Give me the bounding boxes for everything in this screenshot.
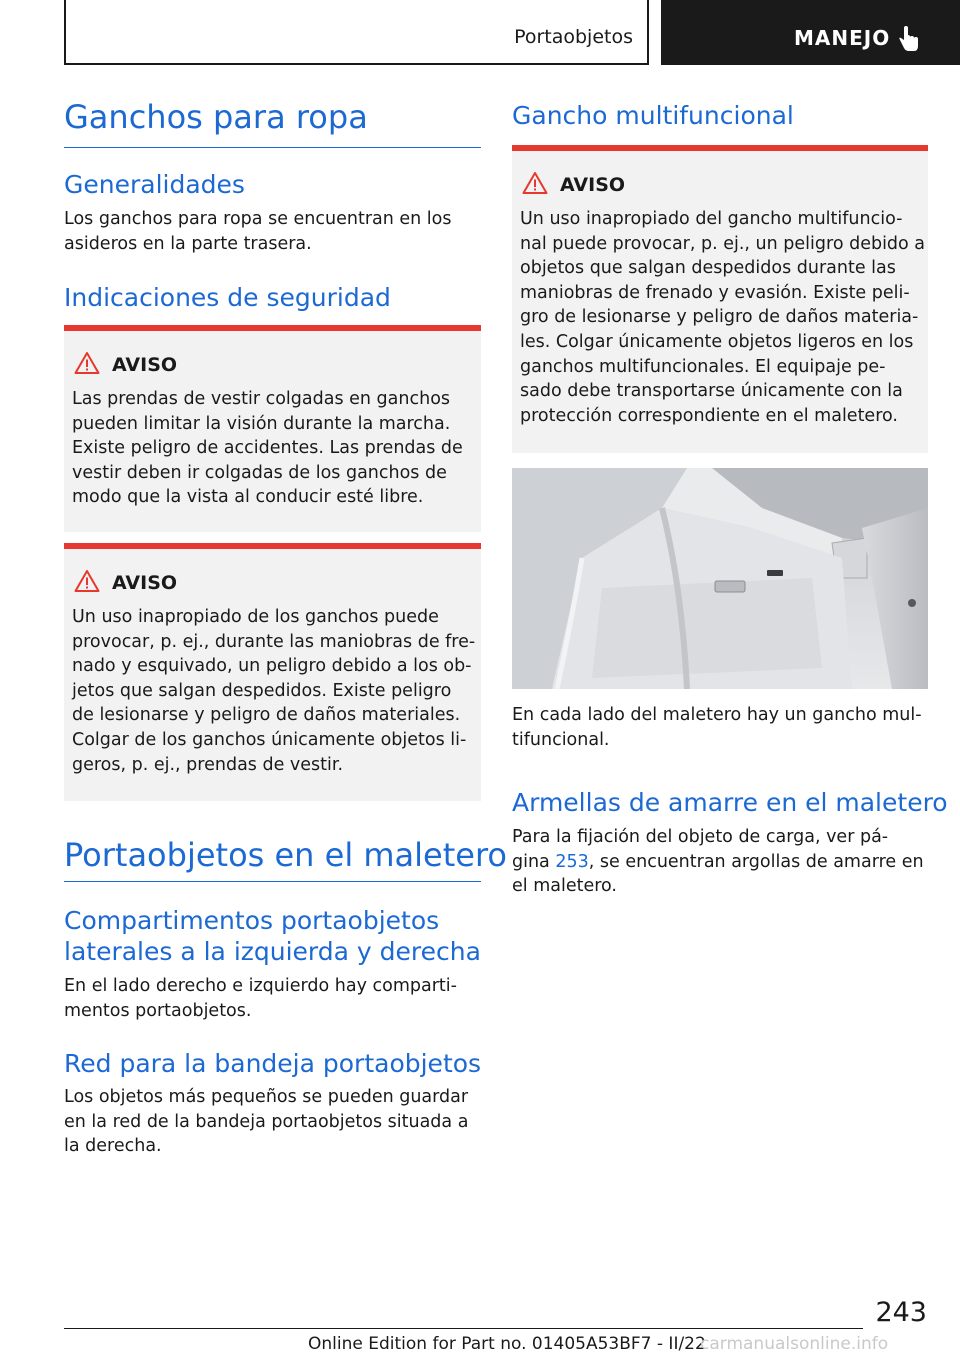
header-chapter-box <box>661 0 960 65</box>
page-reference-link[interactable]: 253 <box>555 851 589 872</box>
header-section-title: Portaobjetos <box>514 26 633 48</box>
warning-text: Un uso inapropiado de los ganchos puede provocar, p. ej., durante las maniobras de fre- nado y esquivado, un peligro debido a los ob- jetos que salgan despedidos. Existe peligro de lesionarse y peligro de daños materiales. Colgar de los ganchos únicamente objetos li- geros, p. ej., prendas de vestir. <box>72 607 476 775</box>
paragraph-side-compartments: En el lado derecho e izquierdo hay comparti- mentos portaobjetos. <box>64 976 457 1021</box>
warning-box-2 <box>64 543 481 801</box>
paragraph-net: Los objetos más pequeños se pueden guardar en la red de la bandeja portaobjetos situada a la derecha. <box>64 1087 469 1157</box>
warning-box-1 <box>64 325 481 532</box>
heading-clothes-hooks: Ganchos para ropa <box>64 98 368 136</box>
warning-triangle-icon <box>74 569 100 593</box>
footer-edition: Online Edition for Part no. 01405A53BF7 - II/22 <box>308 1334 706 1354</box>
header-chapter-title: MANEJO <box>794 26 891 50</box>
paragraph-general: Los ganchos para ropa se encuentran en los asideros en la parte trasera. <box>64 209 452 254</box>
heading-rule <box>64 147 481 148</box>
paragraph-multifunction: En cada lado del maletero hay un gancho mul- tifuncional. <box>512 705 922 750</box>
warning-box-3 <box>512 145 928 453</box>
warning-triangle-icon <box>74 351 100 375</box>
heading-general: Generalidades <box>64 170 245 199</box>
warning-text: Las prendas de vestir colgadas en ganchos pueden limitar la visión durante la marcha. Existe peligro de accidentes. Las prendas de vestir deben ir colgadas de los ganchos de modo que la vista al conducir esté libre. <box>72 389 463 508</box>
hand-pointer-icon <box>897 26 921 52</box>
heading-multifunction-hook: Gancho multifuncional <box>512 101 794 130</box>
warning-title: AVISO <box>560 174 626 196</box>
heading-side-compartments: Compartimentos portaobjetos laterales a la izquierda y derecha <box>64 906 481 966</box>
paragraph-lashing-eyes: Para la fijación del objeto de carga, ver pá- gina 253, se encuentran argollas de amarre en el maletero. <box>512 827 924 897</box>
heading-safety: Indicaciones de seguridad <box>64 283 391 312</box>
heading-net: Red para la bandeja portaobjetos <box>64 1049 482 1078</box>
warning-title: AVISO <box>112 354 178 376</box>
footer-rule <box>64 1328 863 1329</box>
warning-title: AVISO <box>112 572 178 594</box>
header-section-box <box>64 0 649 65</box>
heading-lashing-eyes: Armellas de amarre en el maletero <box>512 788 948 817</box>
footer-watermark: carmanualsonline.info <box>700 1334 889 1354</box>
trunk-multifunction-hook-photo <box>512 468 928 689</box>
page-number: 243 <box>875 1297 927 1328</box>
warning-text: Un uso inapropiado del gancho multifuncio- nal puede provocar, p. ej., un peligro debido a objetos que salgan despedidos durante las maniobras de frenado y evasión. Existe peli- gro de lesionarse y peligro de daños materia- les. Colgar únicamente objetos ligeros en los ganchos multifuncionales. El equipaje pe- sado debe transportarse únicamente con la protección correspondiente en el maletero. <box>520 209 926 426</box>
warning-triangle-icon <box>522 171 548 195</box>
heading-trunk-storage: Portaobjetos en el maletero <box>64 836 507 874</box>
heading-rule <box>64 881 481 882</box>
